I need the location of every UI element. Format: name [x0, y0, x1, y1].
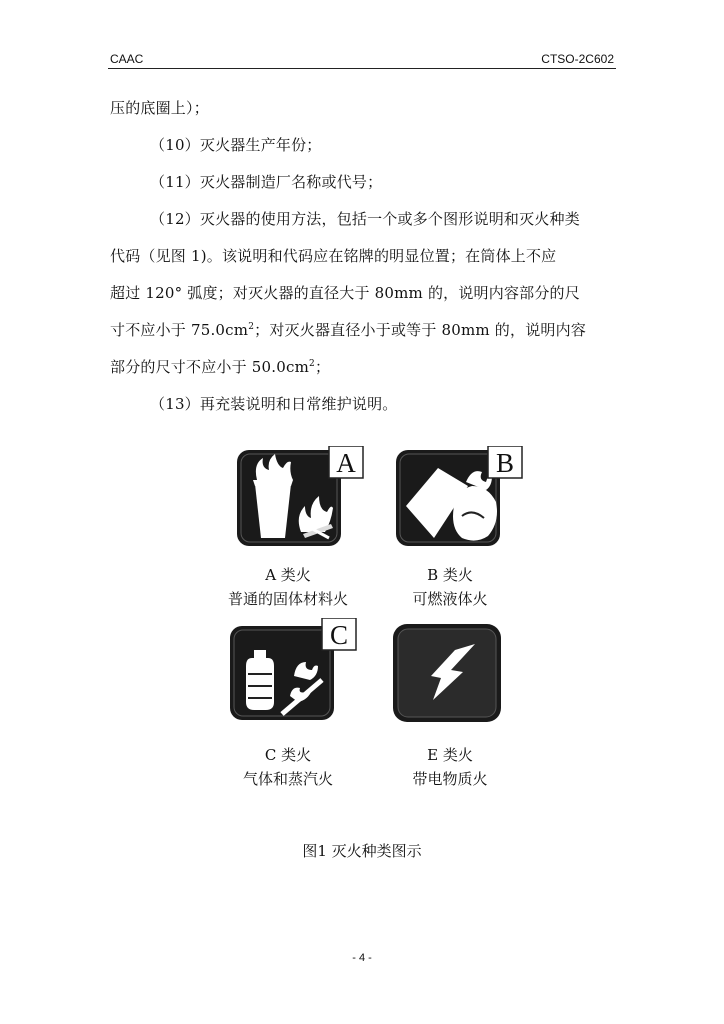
class-a-title: A 类火 [265, 566, 311, 584]
class-b-description: 可燃液体火 [412, 590, 488, 608]
list-item-10: （10）灭火器生产年份； [150, 136, 322, 154]
text-fragment: 部分的尺寸不应小于 50.0cm [110, 358, 309, 376]
class-c-caption [233, 744, 343, 766]
icon-letter: A [336, 448, 356, 478]
list-item-13: （13）再充装说明和日常维护说明。 [150, 395, 398, 413]
page-number: - 4 - [352, 952, 372, 964]
class-e-description: 带电物质火 [412, 770, 488, 788]
page-header-left: CAAC [110, 52, 144, 66]
text-line [110, 312, 615, 349]
superscript: 2 [248, 322, 255, 332]
class-c-fire-icon [226, 618, 358, 722]
superscript: 2 [309, 359, 315, 369]
class-a-description: 普通的固体材料火 [227, 590, 348, 608]
header-rule [108, 68, 616, 69]
class-a-fire-icon [233, 446, 365, 550]
class-b-title: B 类火 [427, 566, 473, 584]
class-c-title: C 类火 [264, 746, 312, 764]
figure-caption: 图1 灭火种类图示 [302, 842, 422, 860]
text-line: 压的底圈上）； [110, 99, 209, 117]
body-text [110, 90, 615, 423]
class-e-title: E 类火 [427, 746, 473, 764]
class-e-fire-icon [393, 624, 525, 728]
icon-letter: B [495, 448, 515, 478]
class-a-caption [233, 564, 343, 586]
icon-letter: C [329, 620, 349, 650]
class-c-description: 气体和蒸汽火 [242, 770, 333, 788]
list-item-11: （11）灭火器制造厂名称或代号； [150, 173, 383, 191]
list-item-12: （12）灭火器的使用方法，包括一个或多个图形说明和灭火种类 [150, 210, 580, 228]
text-line: 超过 120° 弧度；对灭火器的直径大于 80mm 的，说明内容部分的尺 [110, 284, 580, 302]
text-fragment: ； [314, 358, 331, 376]
class-b-caption [395, 564, 505, 586]
text-fragment: ；对灭火器直径小于或等于 80mm 的，说明内容 [254, 321, 587, 339]
text-line [110, 349, 615, 386]
text-fragment: 寸不应小于 75.0cm [110, 321, 249, 339]
text-line: 代码（见图 1)。该说明和代码应在铭牌的明显位置；在筒体上不应 [110, 247, 557, 265]
class-e-caption [395, 744, 505, 766]
class-b-fire-icon [392, 446, 524, 550]
page-header-right: CTSO-2C602 [541, 52, 614, 66]
